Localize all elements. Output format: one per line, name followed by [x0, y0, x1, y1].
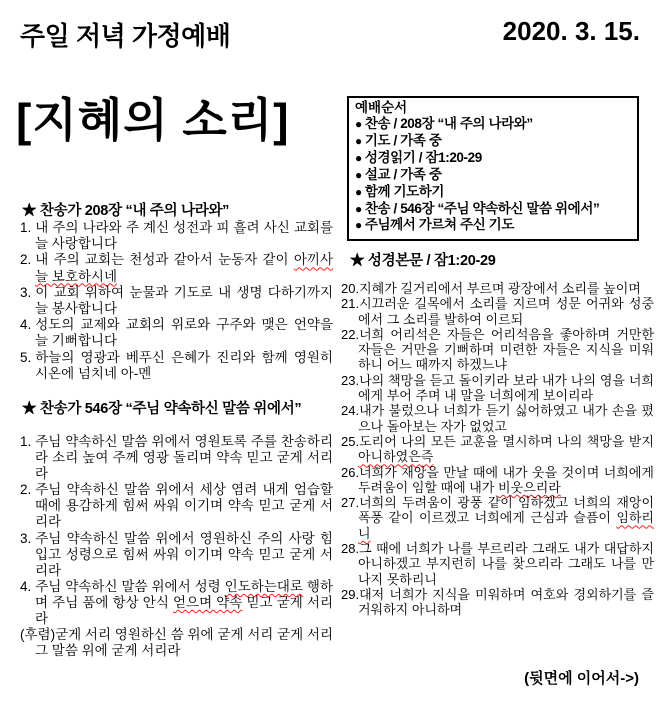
worship-order-box [347, 96, 639, 241]
worship-order-item-label: 성경읽기 / 잠1:20-29 [364, 149, 482, 165]
verse-text: 도리어 나의 모든 교훈을 멸시하며 나의 책망을 받지 아니하였은즉 [358, 433, 654, 465]
page-date: 2020. 3. 15. [502, 16, 640, 46]
hymn-refrain [20, 627, 333, 659]
bible-verse [341, 465, 654, 496]
bullet-icon: ● [355, 218, 362, 233]
verse-text: 시끄러운 길목에서 소리를 지르며 성문 어귀와 성중에서 그 소리를 발하여 이르되 [358, 296, 654, 327]
verse-number: 3. [20, 284, 32, 300]
hymn-verse [20, 482, 333, 530]
verse-text: 너희가 재앙을 만날 때에 내가 웃을 것이며 너희에게 두려움이 임할 때에 내가 비웃으리라 [358, 464, 654, 495]
worship-order-item-label: 주님께서 가르쳐 주신 기도 [364, 217, 514, 233]
sermon-title: [지혜의 소리] [16, 94, 290, 146]
verse-number: 5. [20, 349, 32, 365]
verse-text: 이 교회 위하여 눈물과 기도로 내 생명 다하기까지 늘 봉사합니다 [35, 284, 333, 317]
bible-verse [341, 403, 654, 434]
hymn-verse [20, 285, 333, 317]
bible-verse [341, 541, 654, 587]
bullet-icon: ● [355, 184, 362, 199]
misspelled-text: 아끼사 늘 보호하시네 [35, 252, 333, 284]
verse-number: 23. [341, 372, 360, 388]
bullet-icon: ● [355, 150, 362, 165]
verse-text: 성도의 교제와 교회의 위로와 구주와 맺은 언약을 늘 기뻐합니다 [35, 317, 333, 349]
worship-order-item [355, 167, 631, 184]
worship-order-item [355, 201, 631, 218]
verse-text: 대저 너희가 지식을 미워하며 여호와 경외하기를 즐거워하지 아니하며 [358, 586, 654, 618]
misspelled-text: 인도하는대로 [224, 578, 303, 594]
worship-order-item-label: 찬송 / 546장 “주님 약속하신 말씀 위에서” [364, 200, 600, 216]
bullet-icon: ● [355, 167, 362, 182]
hymn-verse [20, 252, 333, 284]
verse-number: 3. [20, 530, 32, 546]
verse-text: 주님 약속하신 말씀 위에서 세상 염려 내게 엄습할 때에 용감하게 힘써 싸워 이기며 약속 믿고 굳게 서리라 [35, 482, 333, 530]
refrain-label: (후렴) [20, 627, 56, 643]
verse-text: 나의 책망을 듣고 돌이키라 보라 내가 나의 영을 너희에게 부어 주며 내 말을 너희에게 보이리라 [358, 372, 654, 404]
verse-number: 24. [341, 403, 360, 419]
continue-note: (뒷면에 이어서->) [524, 670, 639, 687]
worship-order-item [355, 217, 631, 234]
bible-verse [341, 434, 654, 465]
page-title: 주일 저녁 가정예배 [20, 21, 231, 51]
bible-verse [341, 281, 654, 296]
bullet-icon: ● [355, 201, 362, 216]
worship-order-item [355, 133, 631, 150]
verse-number: 21. [341, 296, 360, 312]
worship-order-item-label: 함께 기도하기 [364, 183, 445, 199]
verse-number: 1. [20, 434, 32, 449]
bullet-icon: ● [355, 117, 362, 131]
verse-number: 29. [341, 586, 360, 602]
verse-text: 내 주의 교회는 천성과 같아서 눈동자 같이 아끼사 늘 보호하시네 [35, 252, 333, 284]
verse-number: 2. [20, 252, 32, 268]
verse-text: 지혜가 길거리에서 부르며 광장에서 소리를 높이며 [359, 281, 641, 296]
hymn-verse [20, 220, 333, 252]
bible-verse [341, 495, 654, 541]
hymn-208-header: ★ 찬송가 208장 “내 주의 나라와” [22, 203, 230, 219]
worship-order-item-label: 찬송 / 208장 “내 주의 나라와” [364, 116, 533, 131]
verse-number: 25. [341, 433, 360, 449]
verse-text: 내가 불렀으나 너희가 듣기 싫어하였고 내가 손을 폈으나 돌아보는 자가 없었고 [358, 403, 654, 434]
hymn-208-verses [20, 220, 333, 382]
hymn-verse [20, 434, 333, 482]
verse-text: 주님 약속하신 말씀 위에서 성령 인도하는대로 행하며 주님 품에 항상 안식 얻으며 약속 믿고 굳게 서리라 [35, 578, 333, 627]
verse-number: 2. [20, 482, 32, 498]
verse-text: 너희 어리석은 자들은 어리석음을 좋아하며 거만한 자들은 거만을 기뻐하며 미련한 자들은 지식을 미워하니 어느 때까지 하겠느냐 [358, 326, 654, 373]
scripture-header: ★ 성경본문 / 잠1:20-29 [350, 253, 496, 269]
verse-number: 20. [341, 281, 360, 296]
misspelled-text: 얻으며 약속 [173, 594, 243, 610]
worship-order-item [355, 150, 631, 167]
misspelled-text: 임하리니 [358, 510, 654, 541]
verse-text: 너희의 두려움이 광풍 같이 임하겠고 너희의 재앙이 폭풍 같이 이르겠고 너희에게 근심과 슬픔이 임하리니 [358, 495, 654, 541]
verse-text: 주님 약속하신 말씀 위에서 영원하신 주의 사랑 힘입고 성령으로 힘써 싸워 이기며 약속 믿고 굳게 서리라 [35, 530, 333, 578]
verse-text: 그 때에 너희가 나를 부르리라 그래도 내가 대답하지 아니하겠고 부지런히 나를 찾으리라 그래도 나를 만나지 못하리니 [358, 541, 654, 587]
hymn-verse [20, 350, 333, 382]
verse-text: 하늘의 영광과 베푸신 은혜가 진리와 함께 영원히 시온에 넘치네 아-멘 [35, 349, 333, 381]
verse-number: 22. [341, 326, 360, 342]
worship-order-item-label: 설교 / 가족 중 [364, 166, 442, 182]
hymn-verse [20, 317, 333, 349]
verse-text: 주님 약속하신 말씀 위에서 영원토록 주를 찬송하리라 소리 높여 주께 영광 돌리며 약속 믿고 굳게 서리라 [35, 434, 333, 482]
bible-verse [341, 296, 654, 327]
scripture-verses [341, 281, 654, 618]
verse-text: 내 주의 나라와 주 계신 성전과 피 흘려 사신 교회를 늘 사랑합니다 [35, 220, 333, 252]
verse-number: 28. [341, 541, 360, 557]
verse-number: 1. [20, 220, 32, 235]
verse-number: 26. [341, 464, 360, 480]
verse-text: 굳게 서리 영원하신 씀 위에 굳게 서리 굳게 서리 그 말씀 위에 굳게 서리라 [35, 627, 333, 659]
worship-order-item-label: 기도 / 가족 중 [364, 132, 442, 148]
bible-verse [341, 587, 654, 618]
hymn-verse [20, 579, 333, 627]
hymn-546-header: ★ 찬송가 546장 “주님 약속하신 말씀 위에서” [22, 401, 302, 417]
bible-verse [341, 327, 654, 373]
worship-order-title: 예배순서 [355, 100, 408, 115]
misspelled-text: 비웃으리라 [498, 479, 561, 495]
hymn-verse [20, 531, 333, 579]
verse-number: 4. [20, 578, 32, 594]
worship-order-item [355, 184, 631, 201]
bible-verse [341, 373, 654, 404]
verse-number: 27. [341, 495, 360, 511]
worship-order-item [355, 116, 631, 133]
hymn-546-verses [20, 434, 333, 659]
bullet-icon: ● [355, 133, 362, 148]
verse-number: 4. [20, 317, 32, 333]
misspelled-text: 아니하였은즉 [358, 449, 434, 465]
